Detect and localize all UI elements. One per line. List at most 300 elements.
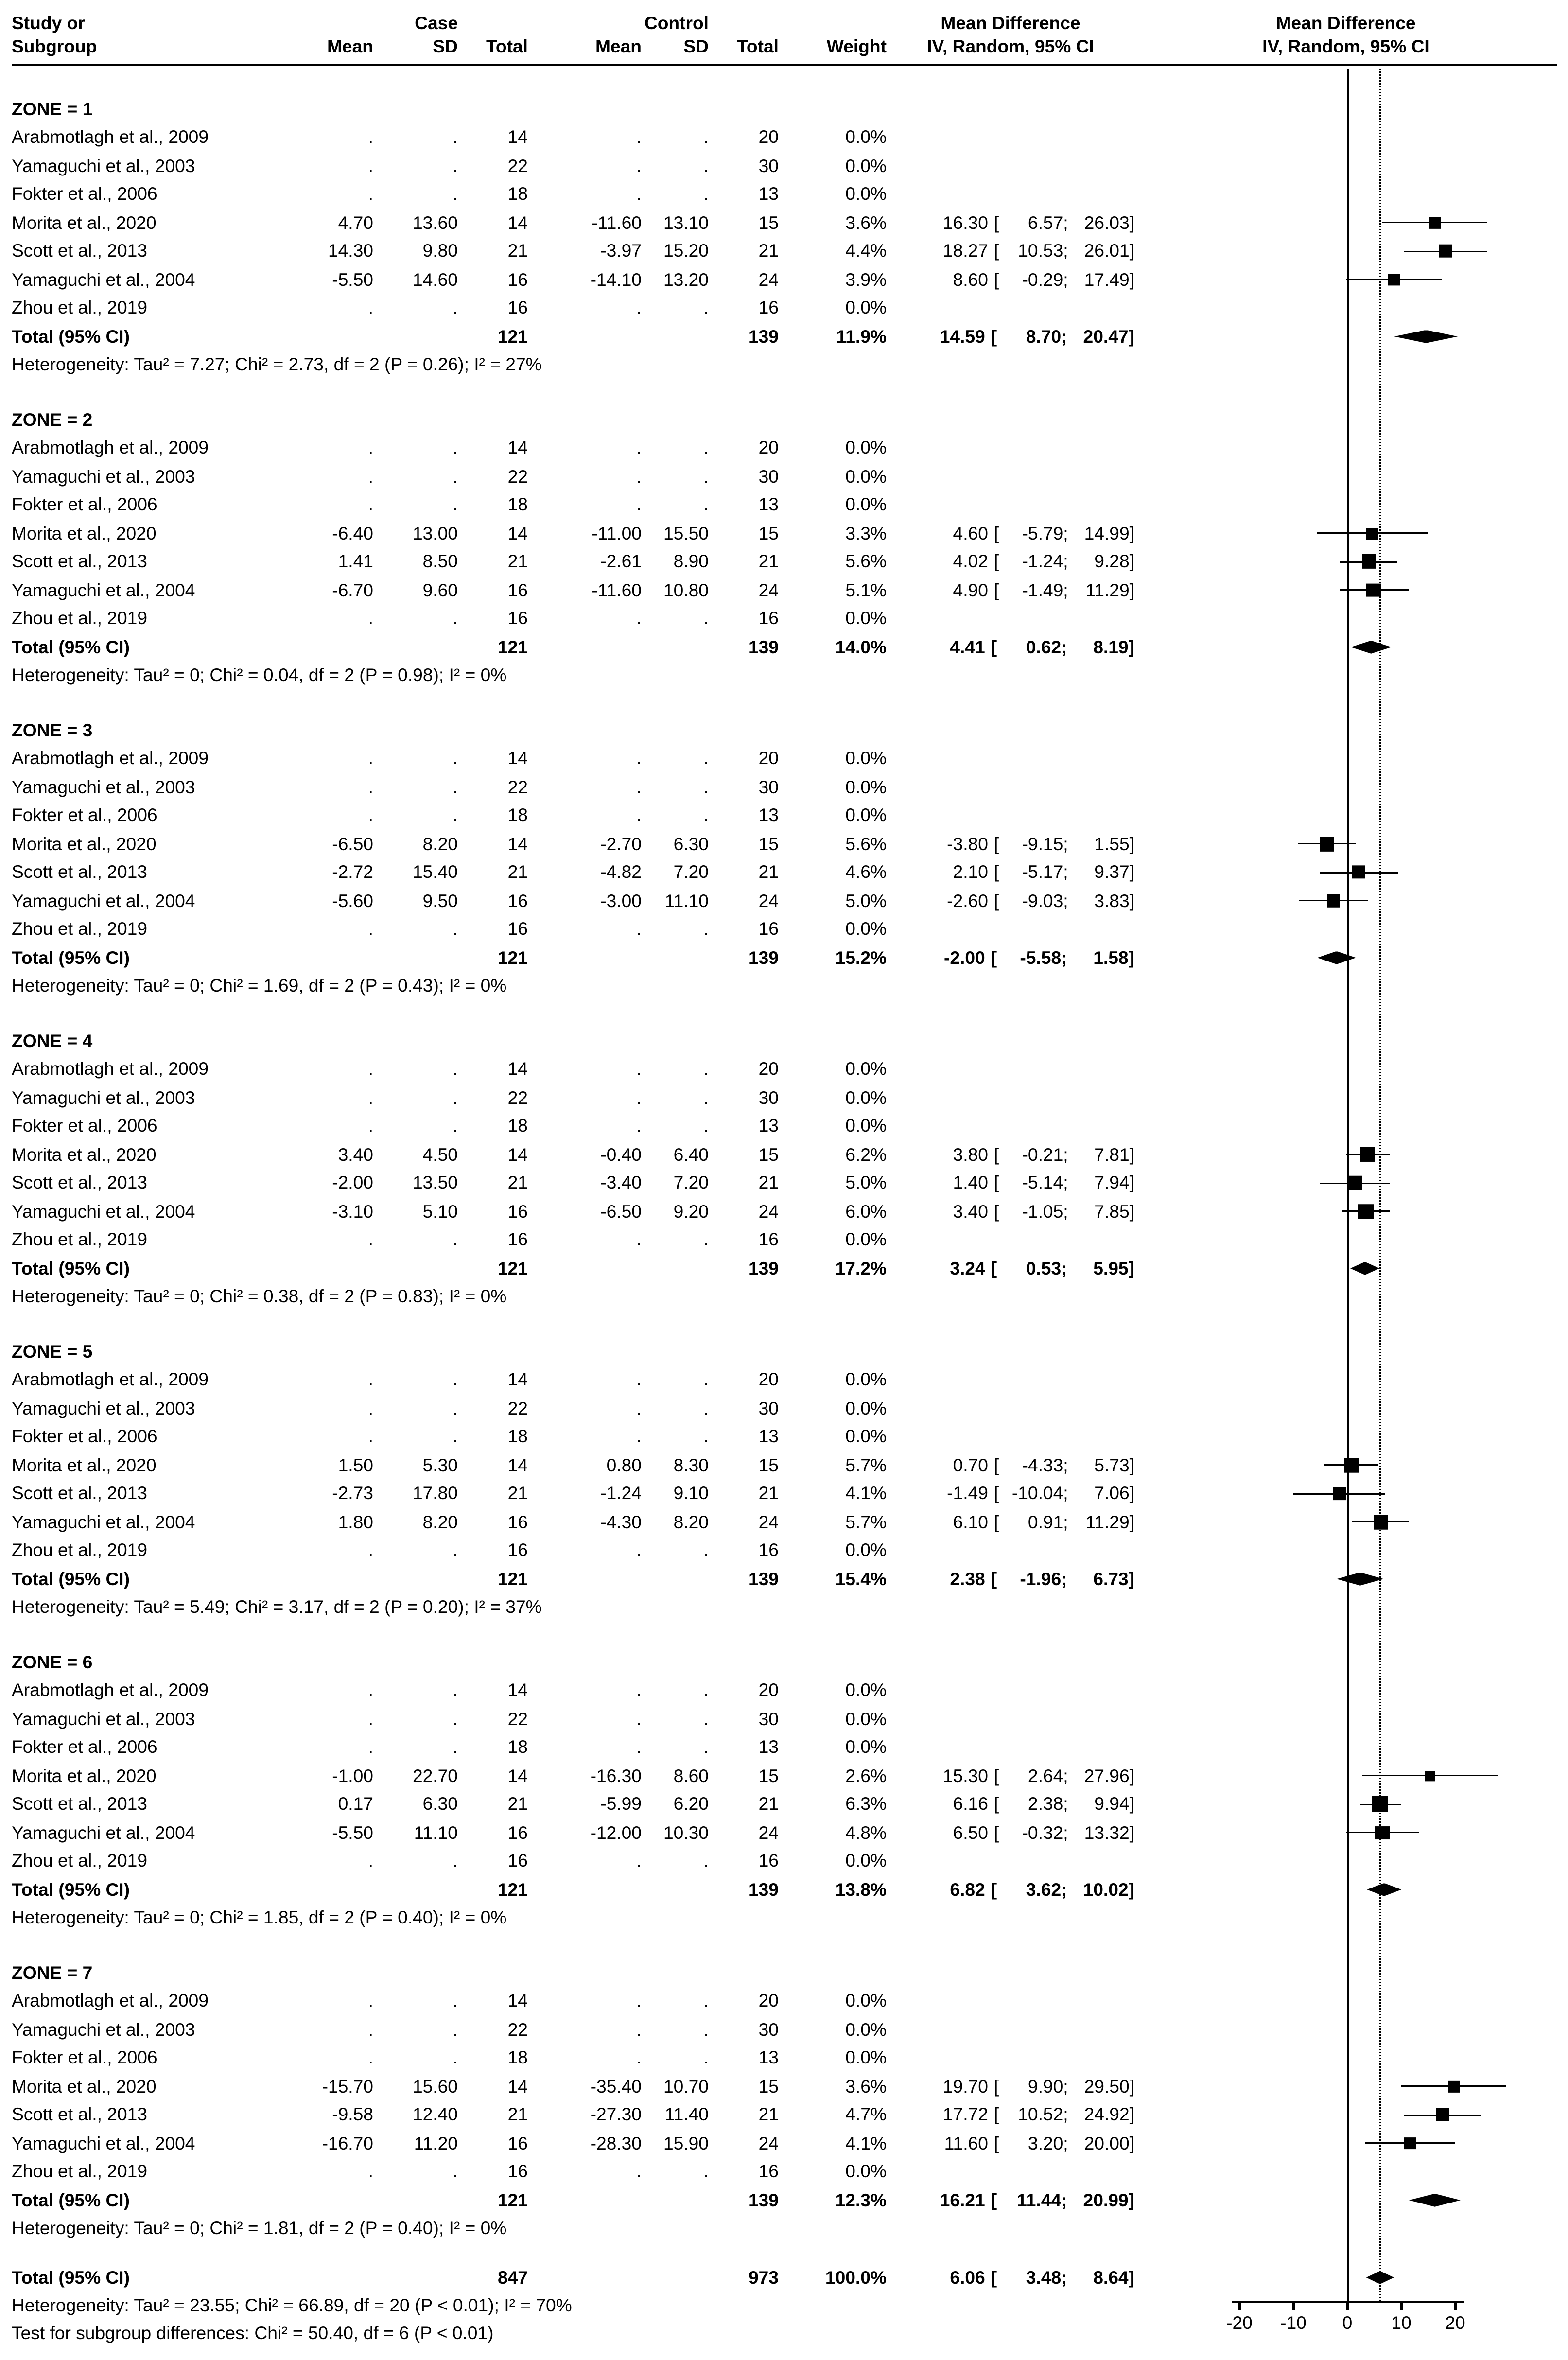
control-mean: .: [636, 156, 642, 176]
md-ci-text: [887, 2190, 1134, 2210]
plot-cell: [1164, 2129, 1568, 2158]
control-mean: .: [636, 1680, 642, 1701]
control-mean: -6.50: [600, 1201, 642, 1222]
control-sd: .: [703, 1229, 709, 1250]
md-ci-high: 9.37: [1094, 862, 1130, 883]
case-total: 14: [507, 127, 528, 148]
md-estimate: 6.82: [950, 1879, 985, 1900]
heterogeneity-text: Heterogeneity: Tau² = 0; Chi² = 1.69, df = 2 (P = 0.43); I² = 0%: [12, 976, 507, 996]
plot-cell: [1164, 1451, 1568, 1480]
md-ci-text: [887, 269, 1134, 290]
plot-cell: [1164, 858, 1568, 887]
plot-cell: [1164, 1055, 1568, 1084]
md-ci-high: 20.00: [1084, 2133, 1130, 2154]
effect-square: [1326, 894, 1341, 908]
study-name: Yamaguchi et al., 2004: [12, 580, 195, 601]
case-sd: .: [453, 777, 458, 798]
md-ci-high: 9.28: [1094, 551, 1130, 572]
study-name: Scott et al., 2013: [12, 862, 147, 883]
x-axis: [1164, 2292, 1568, 2359]
zone-label: ZONE = 7: [12, 1962, 93, 1983]
zone-row: [12, 95, 1568, 123]
group-spacer: [12, 690, 1568, 716]
control-sd: 7.20: [673, 1172, 709, 1193]
header-case-mean: Mean: [327, 36, 373, 57]
control-sd: .: [703, 494, 709, 515]
heterogeneity-row: [12, 1283, 1568, 1311]
case-sd: 11.10: [414, 1822, 458, 1843]
md-ci-high: 7.06: [1094, 1483, 1130, 1504]
control-mean: .: [636, 437, 642, 458]
zone-row: [12, 1958, 1568, 1987]
study-name: Scott et al., 2013: [12, 1483, 147, 1504]
case-total: 14: [507, 1455, 528, 1476]
md-close-bracket: ]: [1129, 269, 1134, 290]
md-separator: ;: [1063, 2104, 1068, 2125]
md-open-bracket: [: [991, 2267, 997, 2288]
control-sd: .: [703, 156, 709, 176]
study-name: Yamaguchi et al., 2003: [12, 777, 195, 798]
overall-heterogeneity: Heterogeneity: Tau² = 23.55; Chi² = 66.89, df = 20 (P < 0.01); I² = 70%: [12, 2294, 572, 2315]
control-total: 24: [758, 269, 779, 290]
md-open-bracket: [: [991, 637, 997, 658]
plot-cell: [1164, 830, 1568, 858]
axis-tick: [1238, 2301, 1240, 2309]
control-sd: .: [703, 777, 709, 798]
control-sd: .: [703, 437, 709, 458]
md-ci-text: [887, 1484, 1134, 1504]
plot-cell: [1164, 2263, 1568, 2292]
plot-cell: [1164, 773, 1568, 802]
study-row: [12, 209, 1568, 237]
control-total: 24: [758, 1512, 779, 1533]
control-total: 13: [758, 184, 779, 205]
md-ci-high: 20.99: [1083, 2190, 1129, 2211]
md-separator: ;: [1061, 1569, 1067, 1590]
axis-tick: [1346, 2301, 1348, 2309]
plot-cell: [1164, 2072, 1568, 2101]
control-sd: 6.40: [673, 1144, 709, 1165]
case-total: 18: [507, 2047, 528, 2068]
study-name: Yamaguchi et al., 2003: [12, 156, 195, 176]
control-total: 15: [758, 1766, 779, 1786]
weight-value: 4.4%: [845, 241, 887, 262]
md-ci-text: [887, 523, 1134, 543]
control-total: 21: [758, 241, 779, 262]
md-open-bracket: [: [993, 241, 999, 262]
study-row: [12, 152, 1568, 180]
control-sd: .: [703, 748, 709, 769]
control-total: 139: [748, 947, 779, 968]
overall-total-row: [12, 2263, 1568, 2292]
study-name: Fokter et al., 2006: [12, 1116, 157, 1136]
case-total: 21: [507, 1483, 528, 1504]
axis-tick-label: -20: [1226, 2312, 1253, 2333]
study-row: [12, 1677, 1568, 1705]
header-case-sd: SD: [433, 36, 458, 57]
control-mean: -3.00: [600, 891, 642, 911]
md-separator: ;: [1061, 1879, 1067, 1900]
md-open-bracket: [: [991, 1569, 997, 1590]
study-name: Arabmotlagh et al., 2009: [12, 1680, 209, 1701]
control-sd: 11.10: [664, 891, 709, 911]
md-ci-text: [887, 1512, 1134, 1532]
weight-value: 3.6%: [845, 2076, 887, 2097]
control-mean: .: [636, 1087, 642, 1108]
plot-cell: [1164, 491, 1568, 520]
zone-row: [12, 716, 1568, 745]
plot-cell: [1164, 265, 1568, 294]
case-mean: .: [368, 748, 373, 769]
control-total: 13: [758, 1737, 779, 1758]
control-sd: .: [703, 1540, 709, 1561]
md-separator: ;: [1061, 1258, 1067, 1279]
md-ci-low: -9.15: [1022, 834, 1063, 855]
case-mean: -6.50: [332, 834, 373, 855]
md-close-bracket: ]: [1129, 1201, 1134, 1222]
control-total: 21: [758, 1172, 779, 1193]
case-sd: 13.60: [412, 212, 458, 233]
case-mean: .: [368, 1680, 373, 1701]
study-name: Zhou et al., 2019: [12, 608, 147, 629]
zone-label: ZONE = 2: [12, 409, 93, 430]
case-sd: 17.80: [412, 1483, 458, 1504]
study-row: [12, 2129, 1568, 2158]
case-mean: 1.41: [338, 551, 373, 572]
md-estimate: 17.72: [942, 2104, 988, 2125]
group-spacer: [12, 69, 1568, 95]
control-mean: -35.40: [590, 2076, 642, 2097]
control-total: 139: [748, 1569, 779, 1590]
md-open-bracket: [: [993, 891, 999, 911]
md-ci-text: [887, 637, 1134, 657]
pooled-diamond: [1350, 1262, 1379, 1275]
md-ci-high: 26.01: [1084, 241, 1130, 262]
case-mean: .: [368, 1059, 373, 1080]
case-sd: .: [453, 466, 458, 487]
case-mean: .: [368, 437, 373, 458]
study-row: [12, 2101, 1568, 2130]
plot-cell: [1164, 1112, 1568, 1141]
study-name: Yamaguchi et al., 2004: [12, 1822, 195, 1843]
study-name: Zhou et al., 2019: [12, 2161, 147, 2182]
md-close-bracket: ]: [1129, 1483, 1134, 1504]
study-row: [12, 2044, 1568, 2073]
plot-cell: [1164, 1197, 1568, 1226]
control-mean: .: [636, 777, 642, 798]
md-separator: ;: [1063, 523, 1068, 544]
control-total: 24: [758, 891, 779, 911]
case-mean: -6.70: [332, 580, 373, 601]
header-case-total: Total: [486, 36, 528, 57]
weight-value: 0.0%: [845, 748, 887, 769]
header-line2: [12, 35, 1568, 58]
md-ci-text: [887, 580, 1134, 600]
md-estimate: 4.90: [953, 580, 988, 601]
pooled-diamond: [1409, 2194, 1461, 2207]
case-total: 16: [507, 1229, 528, 1250]
md-close-bracket: ]: [1129, 1455, 1134, 1476]
case-total: 16: [507, 2133, 528, 2154]
case-total: 21: [507, 551, 528, 572]
md-ci-low: 10.52: [1018, 2104, 1063, 2125]
md-close-bracket: ]: [1128, 637, 1134, 658]
control-total: 20: [758, 1991, 779, 2011]
case-sd: 15.40: [412, 862, 458, 883]
md-ci-low: 10.53: [1018, 241, 1063, 262]
case-total: 22: [507, 1398, 528, 1419]
effect-square: [1373, 1797, 1388, 1812]
forest-body: [12, 69, 1568, 2359]
study-name: Arabmotlagh et al., 2009: [12, 1991, 209, 2011]
md-ci-high: 13.32: [1084, 1822, 1130, 1843]
weight-value: 5.1%: [845, 580, 887, 601]
effect-square: [1373, 1515, 1388, 1530]
axis-tick-label: 0: [1342, 2312, 1353, 2333]
case-total: 22: [507, 466, 528, 487]
control-mean: .: [636, 748, 642, 769]
control-total: 13: [758, 805, 779, 826]
study-name: Yamaguchi et al., 2003: [12, 1709, 195, 1730]
plot-cell: [1164, 1423, 1568, 1451]
weight-value: 0.0%: [845, 1426, 887, 1447]
plot-cell: [1164, 1254, 1568, 1283]
effect-square: [1439, 245, 1452, 258]
case-mean: .: [368, 2161, 373, 2182]
control-total: 20: [758, 1680, 779, 1701]
control-mean: -1.24: [600, 1483, 642, 1504]
case-sd: .: [453, 1991, 458, 2011]
study-name: Morita et al., 2020: [12, 212, 157, 233]
axis-tick-label: -10: [1280, 2312, 1307, 2333]
axis-tick-label: 10: [1391, 2312, 1411, 2333]
md-ci-text: [887, 1879, 1134, 1900]
control-total: 21: [758, 862, 779, 883]
study-row: [12, 1055, 1568, 1084]
study-name: Yamaguchi et al., 2004: [12, 269, 195, 290]
effect-square: [1404, 2137, 1416, 2150]
plot-cell: [1164, 576, 1568, 605]
case-total: 18: [507, 1737, 528, 1758]
case-mean: -3.10: [332, 1201, 373, 1222]
case-sd: .: [453, 748, 458, 769]
control-sd: .: [703, 1709, 709, 1730]
md-ci-low: -0.29: [1022, 269, 1063, 290]
column-headers: [12, 12, 1568, 58]
control-mean: -5.99: [600, 1794, 642, 1815]
study-name: Arabmotlagh et al., 2009: [12, 748, 209, 769]
plot-cell: [1164, 2015, 1568, 2044]
control-sd: 8.90: [673, 551, 709, 572]
case-mean: .: [368, 184, 373, 205]
md-estimate: 15.30: [942, 1766, 988, 1786]
plot-cell: [1164, 1790, 1568, 1819]
pooled-diamond: [1367, 1883, 1401, 1896]
zone-label: ZONE = 6: [12, 1652, 93, 1673]
case-mean: .: [368, 1398, 373, 1419]
control-sd: 13.20: [663, 269, 709, 290]
study-row: [12, 1226, 1568, 1255]
header-gap: [779, 12, 887, 35]
case-mean: -9.58: [332, 2104, 373, 2125]
control-sd: 15.20: [663, 241, 709, 262]
control-total: 30: [758, 156, 779, 176]
md-close-bracket: ]: [1129, 862, 1134, 883]
control-mean: -11.60: [592, 580, 642, 601]
md-ci-high: 7.81: [1094, 1144, 1130, 1165]
md-ci-text: [887, 947, 1134, 968]
study-name: Fokter et al., 2006: [12, 494, 157, 515]
case-total: 21: [507, 2104, 528, 2125]
case-sd: .: [453, 2047, 458, 2068]
control-mean: -14.10: [590, 269, 642, 290]
plot-cell: [1164, 1169, 1568, 1198]
case-mean: 0.17: [338, 1794, 373, 1815]
case-total: 14: [507, 1144, 528, 1165]
case-total: 16: [507, 1512, 528, 1533]
md-separator: ;: [1063, 1766, 1068, 1786]
case-mean: 1.80: [338, 1512, 373, 1533]
md-separator: ;: [1063, 269, 1068, 290]
plot-cell: [1164, 887, 1568, 915]
weight-value: 0.0%: [845, 2161, 887, 2182]
case-sd: .: [453, 297, 458, 318]
plot-cell: [1164, 1394, 1568, 1423]
case-mean: .: [368, 1991, 373, 2011]
control-sd: .: [703, 1737, 709, 1758]
md-ci-low: -1.96: [1020, 1569, 1062, 1590]
control-mean: -2.61: [600, 551, 642, 572]
case-total: 22: [507, 2019, 528, 2040]
study-row: [12, 1790, 1568, 1819]
study-row: [12, 1423, 1568, 1451]
md-separator: ;: [1063, 1794, 1068, 1815]
case-sd: .: [453, 1709, 458, 1730]
control-total: 16: [758, 608, 779, 629]
control-sd: .: [703, 1680, 709, 1701]
md-ci-high: 14.99: [1084, 523, 1130, 544]
weight-value: 5.6%: [845, 834, 887, 855]
md-ci-low: 2.64: [1028, 1766, 1063, 1786]
control-sd: .: [703, 1369, 709, 1390]
md-close-bracket: ]: [1129, 241, 1134, 262]
total-label: Total (95% CI): [12, 2267, 130, 2288]
plot-cell: [1164, 1677, 1568, 1705]
group-spacer: [12, 1311, 1568, 1337]
case-total: 18: [507, 805, 528, 826]
control-sd: .: [703, 1087, 709, 1108]
case-sd: 4.50: [422, 1144, 458, 1165]
control-total: 15: [758, 834, 779, 855]
md-close-bracket: ]: [1129, 2104, 1134, 2125]
header-study-line1: Study or: [12, 13, 85, 34]
md-ci-high: 7.94: [1094, 1172, 1130, 1193]
md-ci-text: [887, 2076, 1134, 2097]
case-total: 121: [497, 1258, 528, 1279]
case-sd: .: [453, 1229, 458, 1250]
md-open-bracket: [: [993, 551, 999, 572]
study-row: [12, 519, 1568, 548]
md-ci-low: -0.32: [1022, 1822, 1063, 1843]
zone-label: ZONE = 4: [12, 1031, 93, 1051]
case-total: 21: [507, 862, 528, 883]
weight-value: 5.0%: [845, 891, 887, 911]
zone-row: [12, 1648, 1568, 1677]
case-sd: .: [453, 437, 458, 458]
md-estimate: 3.80: [953, 1144, 988, 1165]
effect-square: [1376, 1826, 1389, 1839]
md-ci-high: 8.64: [1093, 2267, 1129, 2288]
md-open-bracket: [: [993, 523, 999, 544]
case-mean: .: [368, 1540, 373, 1561]
study-row: [12, 434, 1568, 463]
control-sd: .: [703, 1851, 709, 1871]
subgroup-total-row: [12, 2186, 1568, 2215]
header-weight: Weight: [826, 36, 887, 57]
md-estimate: 6.50: [953, 1822, 988, 1843]
plot-cell: [1164, 745, 1568, 773]
subgroup-total-row: [12, 944, 1568, 972]
control-sd: 6.30: [673, 834, 709, 855]
weight-value: 0.0%: [845, 1851, 887, 1871]
header-study-line2: Subgroup: [12, 36, 97, 57]
heterogeneity-text: Heterogeneity: Tau² = 0; Chi² = 0.04, df = 2 (P = 0.98); I² = 0%: [12, 665, 507, 686]
effect-square: [1344, 1458, 1359, 1473]
weight-value: 0.0%: [845, 494, 887, 515]
md-ci-text: [887, 2133, 1134, 2153]
case-mean: .: [368, 1087, 373, 1108]
group-spacer: [12, 1000, 1568, 1027]
md-ci-low: -5.14: [1022, 1172, 1063, 1193]
weight-value: 0.0%: [845, 1087, 887, 1108]
md-estimate: 18.27: [942, 241, 988, 262]
control-mean: .: [636, 1991, 642, 2011]
total-label: Total (95% CI): [12, 1258, 130, 1279]
md-ci-high: 17.49: [1084, 269, 1130, 290]
weight-value: 4.8%: [845, 1822, 887, 1843]
control-mean: -27.30: [590, 2104, 642, 2125]
case-mean: -2.73: [332, 1483, 373, 1504]
control-total: 139: [748, 1258, 779, 1279]
md-separator: ;: [1061, 947, 1067, 968]
control-sd: 7.20: [673, 862, 709, 883]
case-total: 16: [507, 919, 528, 940]
md-close-bracket: ]: [1129, 1512, 1134, 1533]
control-sd: 15.90: [663, 2133, 709, 2154]
md-ci-text: [887, 891, 1134, 911]
weight-value: 100.0%: [825, 2267, 887, 2288]
md-close-bracket: ]: [1128, 2190, 1134, 2211]
heterogeneity-text: Heterogeneity: Tau² = 5.49; Chi² = 3.17, df = 2 (P = 0.20); I² = 37%: [12, 1597, 542, 1618]
subgroup-total-row: [12, 322, 1568, 351]
md-estimate: 1.40: [953, 1172, 988, 1193]
control-sd: .: [703, 297, 709, 318]
md-separator: ;: [1061, 326, 1067, 347]
md-close-bracket: ]: [1128, 1879, 1134, 1900]
plot-cell: [1164, 1537, 1568, 1565]
heterogeneity-row: [12, 351, 1568, 380]
case-total: 14: [507, 1059, 528, 1080]
md-ci-text: [887, 862, 1134, 883]
weight-value: 0.0%: [845, 156, 887, 176]
md-open-bracket: [: [993, 2076, 999, 2097]
control-mean: .: [636, 1059, 642, 1080]
case-sd: .: [453, 1398, 458, 1419]
weight-value: 0.0%: [845, 1369, 887, 1390]
case-total: 18: [507, 1426, 528, 1447]
weight-value: 0.0%: [845, 1709, 887, 1730]
group-spacer: [12, 1932, 1568, 1958]
